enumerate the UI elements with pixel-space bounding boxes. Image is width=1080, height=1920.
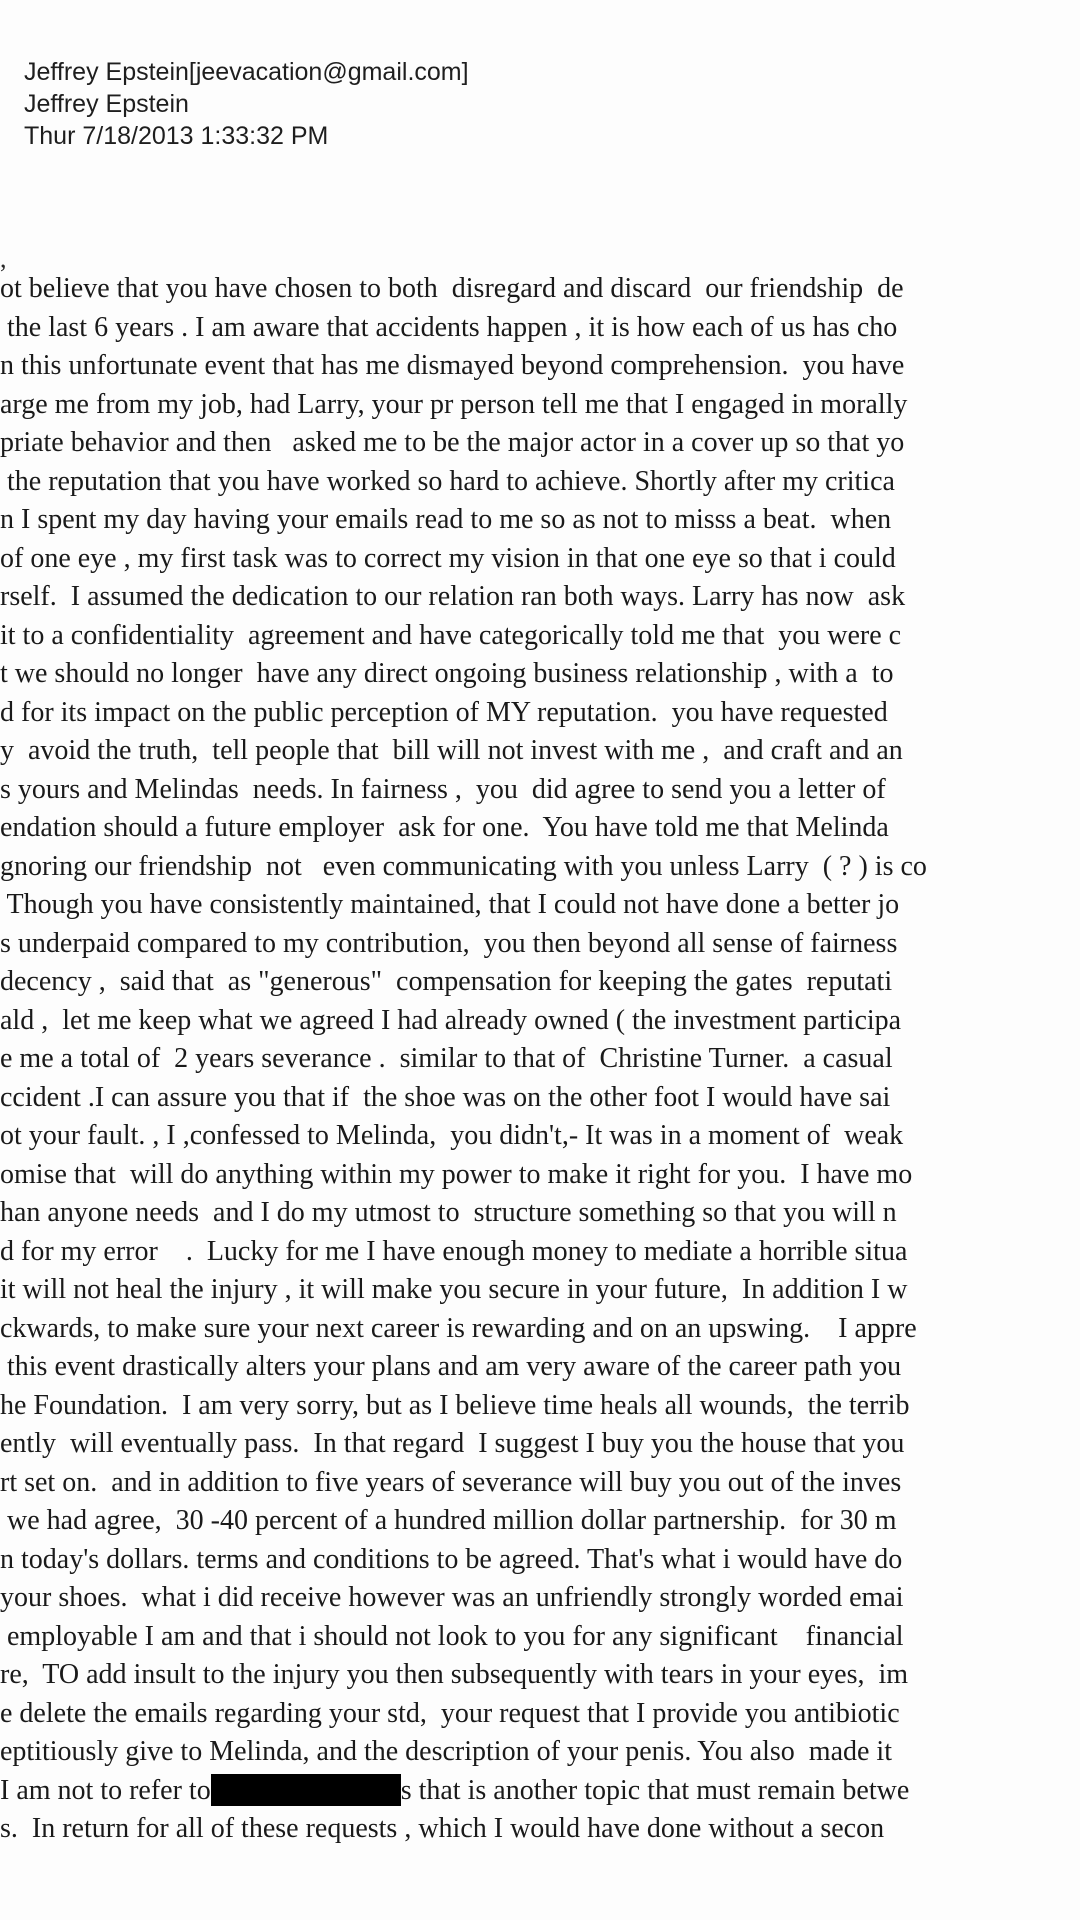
body-line: he Foundation. I am very sorry, but as I believe time heals all wounds, the terrib bbox=[0, 1389, 910, 1421]
body-line: n I spent my day having your emails read to me so as not to misss a beat. when bbox=[0, 504, 892, 535]
body-line: rt set on. and in addition to five years of severance will buy you out of the inves bbox=[0, 1466, 902, 1498]
body-line: this event drastically alters your plans and am very aware of the career path you bbox=[0, 1351, 902, 1382]
body-line: re, TO add insult to the injury you then subsequently with tears in your eyes, im bbox=[0, 1659, 909, 1690]
body-line: n this unfortunate event that has me dismayed beyond comprehension. you have bbox=[0, 350, 905, 381]
body-line: s underpaid compared to my contribution, you then beyond all sense of fairness bbox=[0, 927, 898, 959]
body-line: s. In return for all of these requests , which I would have done without a secon bbox=[0, 1813, 885, 1844]
body-line: your shoes. what i did receive however was an unfriendly strongly worded emai bbox=[0, 1582, 904, 1613]
body-line: gnoring our friendship not even communicating with you unless Larry ( ? ) is co bbox=[0, 850, 927, 882]
body-line: employable I am and that i should not look to you for any significant financial bbox=[0, 1620, 911, 1652]
body-line: we had agree, 30 -40 percent of a hundred million dollar partnership. for 30 m bbox=[0, 1505, 897, 1536]
body-line: the reputation that you have worked so hard to achieve. Shortly after my critica bbox=[0, 465, 895, 497]
body-line: ckwards, to make sure your next career is rewarding and on an upswing. I appre bbox=[0, 1312, 917, 1344]
email-sent-date: Thur 7/18/2013 1:33:32 PM bbox=[24, 122, 329, 150]
body-line: d for its impact on the public perception of MY reputation. you have requested bbox=[0, 696, 888, 728]
email-header bbox=[24, 56, 469, 152]
body-line: e me a total of 2 years severance . similar to that of Christine Turner. a casual bbox=[0, 1043, 893, 1074]
body-line: of one eye , my first task was to correct my vision in that one eye so that i could bbox=[0, 542, 896, 574]
body-line: it will not heal the injury , it will make you secure in your future, In addition I w bbox=[0, 1274, 908, 1305]
body-line: arge me from my job, had Larry, your pr person tell me that I engaged in morally bbox=[0, 388, 908, 420]
redacted-line-before: I am not to refer to bbox=[0, 1774, 211, 1806]
email-body bbox=[0, 270, 1080, 1849]
email-to: Jeffrey Epstein bbox=[24, 90, 189, 118]
body-line: s yours and Melindas needs. In fairness , you did agree to send you a letter of bbox=[0, 773, 886, 805]
body-line: endation should a future employer ask for one. You have told me that Melinda bbox=[0, 812, 889, 843]
body-line: ccident .I can assure you that if the shoe was on the other foot I would have sai bbox=[0, 1081, 891, 1113]
body-line: t we should no longer have any direct ongoing business relationship , with a to bbox=[0, 658, 894, 689]
body-line: ently will eventually pass. In that regard I suggest I buy you the house that you bbox=[0, 1428, 905, 1459]
body-line: decency , said that as "generous" compensation for keeping the gates reputati bbox=[0, 966, 893, 997]
body-line: d for my error . Lucky for me I have enough money to mediate a horrible situa bbox=[0, 1235, 908, 1267]
body-line: e delete the emails regarding your std, your request that I provide you antibiotic bbox=[0, 1697, 900, 1729]
redacted-line-after: s that is another topic that must remain betwe bbox=[400, 1774, 910, 1806]
margin-mark: , bbox=[0, 244, 7, 273]
body-line: n today's dollars. terms and conditions to be agreed. That's what i would have do bbox=[0, 1543, 903, 1575]
body-line: eptitiously give to Melinda, and the description of your penis. You also made it bbox=[0, 1736, 892, 1767]
email-from: Jeffrey Epstein[jeevacation@gmail.com] bbox=[24, 58, 469, 86]
body-line: y avoid the truth, tell people that bill will not invest with me , and craft and an bbox=[0, 735, 903, 766]
body-line: priate behavior and then asked me to be the major actor in a cover up so that yo bbox=[0, 427, 905, 458]
body-line: ot believe that you have chosen to both disregard and discard our friendship de bbox=[0, 273, 904, 304]
body-line: Though you have consistently maintained, that I could not have done a better jo bbox=[0, 889, 900, 920]
body-line: it to a confidentiality agreement and have categorically told me that you were c bbox=[0, 619, 902, 651]
redaction-bar bbox=[211, 1774, 401, 1806]
body-line-redacted bbox=[0, 1772, 1080, 1811]
body-line: han anyone needs and I do my utmost to structure something so that you will n bbox=[0, 1197, 897, 1228]
body-line: the last 6 years . I am aware that accidents happen , it is how each of us has cho bbox=[0, 311, 898, 343]
body-line: ald , let me keep what we agreed I had already owned ( the investment participa bbox=[0, 1004, 902, 1036]
body-line: rself. I assumed the dedication to our relation ran both ways. Larry has now ask bbox=[0, 581, 906, 612]
body-line: ot your fault. , I ,confessed to Melinda, you didn't,- It was in a moment of weak bbox=[0, 1120, 904, 1151]
body-line: omise that will do anything within my power to make it right for you. I have mo bbox=[0, 1158, 913, 1190]
